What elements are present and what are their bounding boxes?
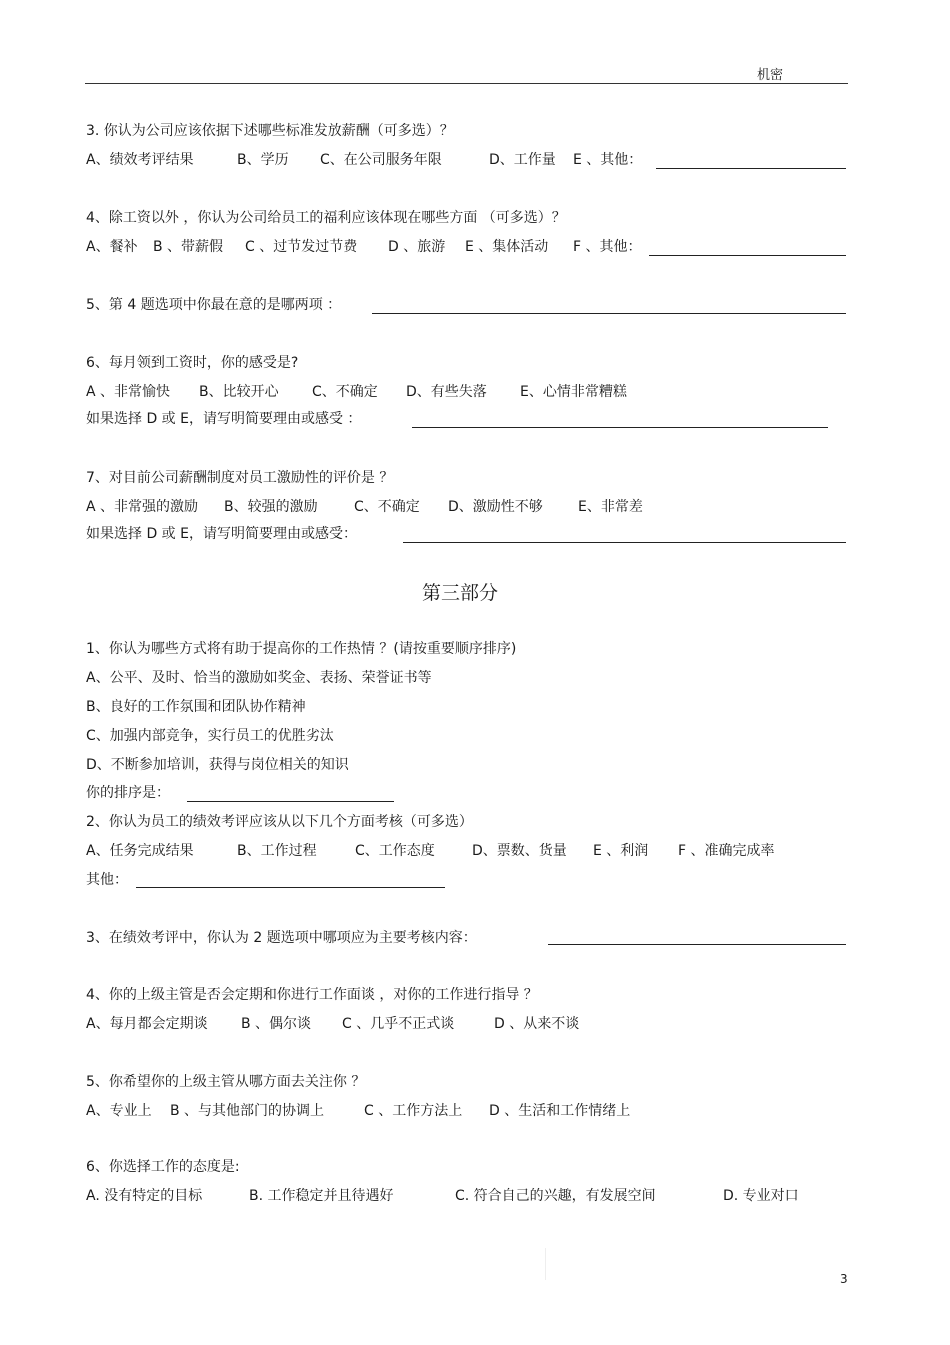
q7-option-e[interactable]: E、非常差: [578, 499, 643, 515]
q6-option-b[interactable]: B、比较开心: [199, 384, 279, 400]
q5-answer-blank[interactable]: [372, 313, 846, 314]
q6-option-d[interactable]: D、有些失落: [406, 384, 487, 400]
p3-q2-option-f[interactable]: F 、准确完成率: [678, 843, 775, 859]
p3-q1-option-c: C、加强内部竞争，实行员工的优胜劣汰: [86, 728, 334, 744]
q6-option-c[interactable]: C、不确定: [312, 384, 378, 400]
q4-option-d[interactable]: D 、旅游: [388, 239, 446, 255]
q4-option-c[interactable]: C 、过节发过节费: [245, 239, 358, 255]
p3-q4-option-b[interactable]: B 、偶尔谈: [241, 1016, 312, 1032]
q4-text: 4、除工资以外 ，你认为公司给员工的福利应该体现在哪些方面 （可多选）？: [86, 210, 566, 226]
p3-q6-option-a[interactable]: A. 没有特定的目标: [86, 1188, 203, 1204]
p3-q2-other-blank[interactable]: [136, 887, 445, 888]
q7-option-d[interactable]: D、激励性不够: [448, 499, 543, 515]
q5-text: 5、第 4 题选项中你最在意的是哪两项 ：: [86, 297, 342, 313]
q3-option-e[interactable]: E 、其他：: [573, 152, 643, 168]
p3-q2-option-a[interactable]: A、任务完成结果: [86, 843, 194, 859]
q7-text: 7、对目前公司薪酬制度对员工激励性的评价是 ？: [86, 470, 394, 486]
q6-option-a[interactable]: A 、非常愉快: [86, 384, 171, 400]
p3-q1-text: 1、你认为哪些方式将有助于提高你的工作热情 ？(请按重要顺序排序): [86, 641, 517, 657]
p3-q6-option-b[interactable]: B. 工作稳定并且待遇好: [249, 1188, 394, 1204]
q7-option-a[interactable]: A 、非常强的激励: [86, 499, 199, 515]
q7-option-b[interactable]: B、较强的激励: [224, 499, 318, 515]
p3-q4-text: 4、你的上级主管是否会定期和你进行工作面谈 ，对你的工作进行指导 ？: [86, 987, 538, 1003]
q6-followup: 如果选择 D 或 E，请写明简要理由或感受 ：: [86, 411, 362, 427]
p3-q2-option-b[interactable]: B、工作过程: [237, 843, 317, 859]
q4-option-e[interactable]: E 、集体活动: [465, 239, 549, 255]
q7-followup: 如果选择 D 或 E，请写明简要理由或感受：: [86, 526, 357, 542]
q4-option-a[interactable]: A、餐补: [86, 239, 138, 255]
p3-q2-option-e[interactable]: E 、利润: [593, 843, 649, 859]
q4-option-f[interactable]: F 、其他：: [573, 239, 642, 255]
q3-option-c[interactable]: C、在公司服务年限: [320, 152, 442, 168]
p3-q6-text: 6、你选择工作的态度是:: [86, 1159, 240, 1175]
p3-q5-option-b[interactable]: B 、与其他部门的协调上: [170, 1103, 325, 1119]
page-number: 3: [840, 1272, 848, 1286]
faint-divider: [545, 1248, 546, 1280]
section-title: 第三部分: [422, 582, 499, 604]
p3-q1-rank-label: 你的排序是：: [86, 785, 170, 801]
p3-q1-rank-blank[interactable]: [187, 801, 394, 802]
p3-q1-option-a: A、公平、及时、恰当的激励如奖金、表扬、荣誉证书等: [86, 670, 432, 686]
p3-q6-option-d[interactable]: D. 专业对口: [723, 1188, 799, 1204]
p3-q5-option-c[interactable]: C 、工作方法上: [364, 1103, 463, 1119]
q3-option-b[interactable]: B、学历: [237, 152, 289, 168]
p3-q1-option-b: B、良好的工作氛围和团队协作精神: [86, 699, 306, 715]
p3-q6-option-c[interactable]: C. 符合自己的兴趣，有发展空间: [455, 1188, 656, 1204]
q6-reason-blank[interactable]: [412, 427, 828, 428]
p3-q4-option-a[interactable]: A、每月都会定期谈: [86, 1016, 208, 1032]
p3-q1-option-d: D、不断参加培训，获得与岗位相关的知识: [86, 757, 349, 773]
q6-option-e[interactable]: E、心情非常糟糕: [520, 384, 627, 400]
p3-q2-text: 2、你认为员工的绩效考评应该从以下几个方面考核（可多选）: [86, 814, 473, 830]
q7-option-c[interactable]: C、不确定: [354, 499, 420, 515]
q6-text: 6、每月领到工资时，你的感受是?: [86, 355, 299, 371]
p3-q4-option-d[interactable]: D 、从来不谈: [494, 1016, 580, 1032]
q3-option-a[interactable]: A、绩效考评结果: [86, 152, 194, 168]
p3-q5-option-d[interactable]: D 、生活和工作情绪上: [489, 1103, 631, 1119]
q3-option-d[interactable]: D、工作量: [489, 152, 556, 168]
p3-q2-option-d[interactable]: D、票数、货量: [472, 843, 567, 859]
p3-q2-option-c[interactable]: C、工作态度: [355, 843, 435, 859]
q3-other-blank[interactable]: [656, 168, 846, 169]
p3-q5-option-a[interactable]: A、专业上: [86, 1103, 152, 1119]
q4-option-b[interactable]: B 、带薪假: [153, 239, 224, 255]
p3-q4-option-c[interactable]: C 、几乎不正式谈: [342, 1016, 455, 1032]
q3-text: 3. 你认为公司应该依据下述哪些标准发放薪酬（可多选）？: [86, 123, 454, 139]
q4-other-blank[interactable]: [649, 255, 846, 256]
p3-q2-other-label: 其他：: [86, 872, 128, 888]
p3-q3-answer-blank[interactable]: [548, 944, 846, 945]
q7-reason-blank[interactable]: [403, 542, 846, 543]
header-rule: [85, 83, 848, 84]
p3-q3-text: 3、在绩效考评中，你认为 2 题选项中哪项应为主要考核内容：: [86, 930, 477, 946]
p3-q5-text: 5、你希望你的上级主管从哪方面去关注你 ？: [86, 1074, 366, 1090]
confidential-label: 机密: [757, 68, 784, 83]
